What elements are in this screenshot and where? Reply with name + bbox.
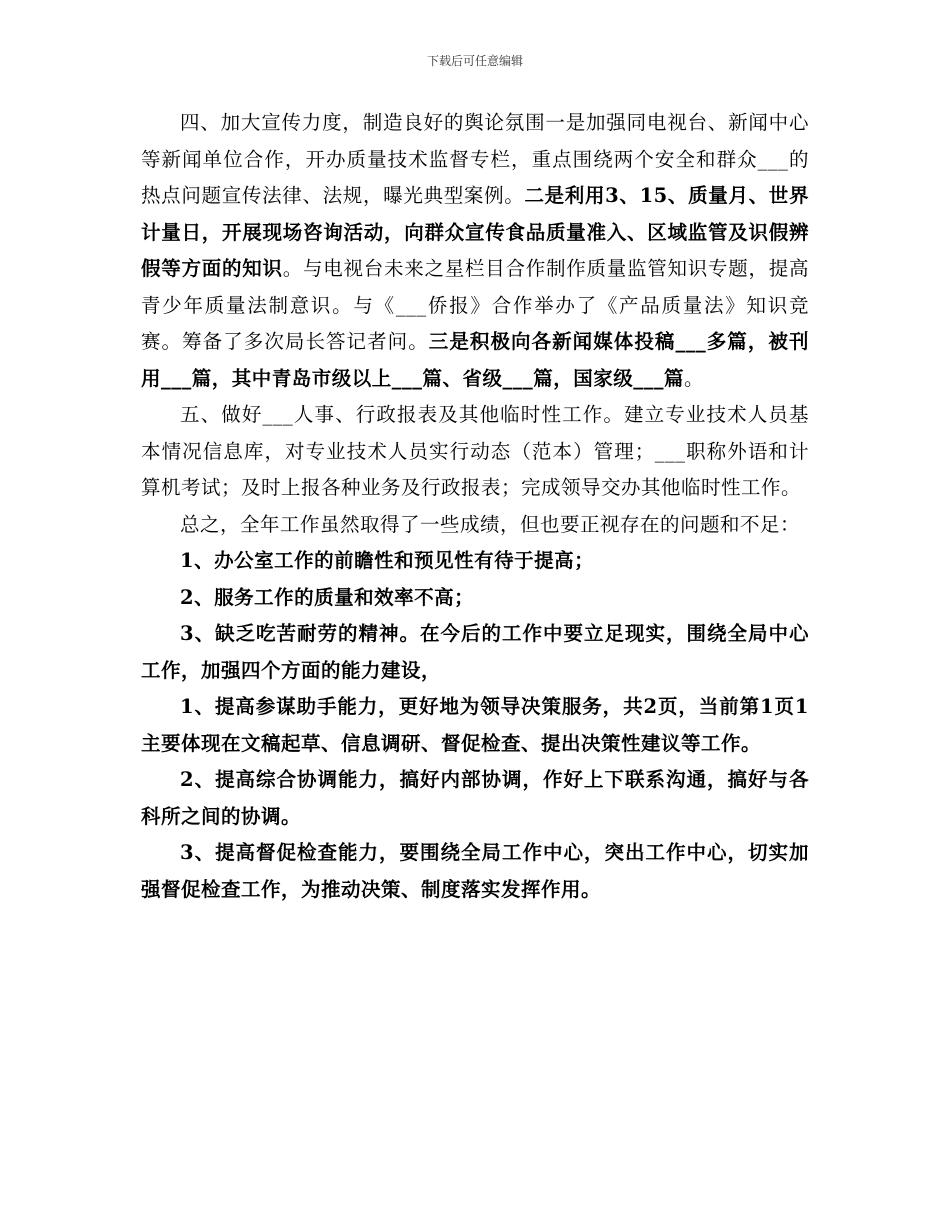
text-run-bold: 二是利用3、15、质量月、世界计量日，开展现场咨询活动，向群众宣传食品质量准入、区域监管及识假辨假等方面的知识: [141, 184, 809, 280]
text-run-bold: 3、提高督促检查能力，要围绕全局工作中心，突出工作中心，切实加强督促检查工作，为推动决策、制度落实发挥作用。: [141, 841, 809, 901]
text-run: 。与电视台未来之星栏目合作制作质量监管知识专题，提高青少年质量法制意识。与《___侨报》合作举办了《产品质量法》知识竞赛。筹备了多次局长答记者问。: [141, 257, 809, 353]
text-run-bold: 2、提高综合协调能力，搞好内部协调，作好上下联系沟通，搞好与各科所之间的协调。: [141, 768, 809, 828]
text-run: 四、加大宣传力度，制造良好的舆论氛围一是加强同电视台、新闻中心等新闻单位合作，开办质量技术监督专栏，重点围绕两个安全和群众___的热点问题宣传法律、法规，曝光典型案例。: [141, 111, 809, 207]
list-item-ability-2: [141, 762, 809, 835]
text-run-bold: 3、缺乏吃苦耐劳的精神。在今后的工作中要立足现实，围绕全局中心工作，加强四个方面的能力建设，: [141, 622, 809, 682]
text-run: 总之，全年工作虽然取得了一些成绩，但也要正视存在的问题和不足：: [180, 512, 801, 536]
paragraph-publicity: [141, 105, 809, 397]
text-run-bold: 1、办公室工作的前瞻性和预见性有待于提高；: [180, 549, 595, 572]
list-item-problem-1: [141, 543, 809, 580]
text-run: 五、做好___人事、行政报表及其他临时性工作。建立专业技术人员基本情况信息库，对专业技术人员实行动态（范本）管理；___职称外语和计算机考试；及时上报各种业务及行政报表；完成领导交办其他临时性工作。: [141, 403, 809, 499]
paragraph-personnel: [141, 397, 809, 507]
list-item-ability-3: [141, 835, 809, 908]
page-header: 下载后可任意编辑: [426, 54, 523, 68]
list-item-ability-1: [141, 689, 809, 762]
list-item-problem-2: [141, 580, 809, 617]
text-run-bold: 三是积极向各新闻媒体投稿___多篇，被刊用___篇，其中青岛市级以上___篇、省级___篇，国家级___篇: [141, 330, 809, 390]
paragraph-summary: [141, 507, 809, 544]
text-run: 。: [684, 366, 705, 390]
document-body: [141, 105, 809, 908]
list-item-problem-3: [141, 616, 809, 689]
text-run-bold: 1、提高参谋助手能力，更好地为领导决策服务，共2页，当前第1页1主要体现在文稿起草、信息调研、督促检查、提出决策性建议等工作。: [141, 695, 809, 755]
text-run-bold: 2、服务工作的质量和效率不高；: [180, 585, 475, 609]
